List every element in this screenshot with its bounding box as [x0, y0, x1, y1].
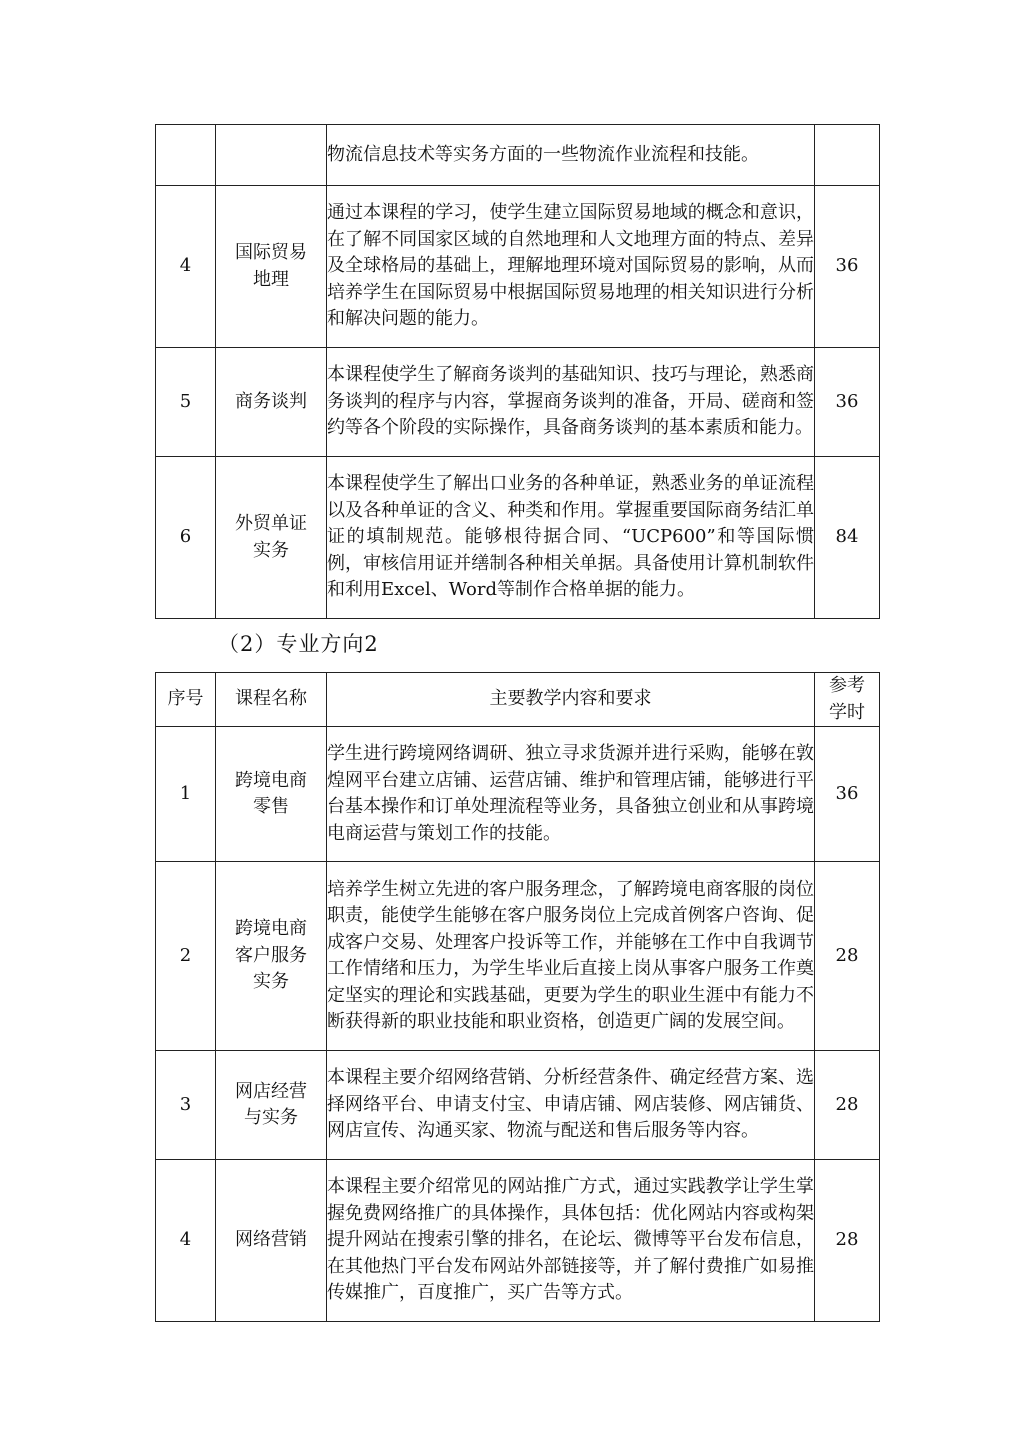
- course-name-line: 网店经营: [235, 1080, 307, 1102]
- course-name: [216, 125, 327, 186]
- course-table-1: [155, 124, 880, 619]
- course-name: [216, 1160, 327, 1322]
- course-name: [216, 186, 327, 348]
- course-number: 2: [156, 862, 216, 1051]
- section-heading: （2）专业方向2: [218, 632, 379, 656]
- column-header-number: 序号: [156, 673, 216, 727]
- course-name-line: 实务: [253, 971, 289, 993]
- course-description: 培养学生树立先进的客户服务理念，了解跨境电商客服的岗位职责，能使学生能够在客户服务岗位上完成首例客户咨询、促成客户交易、处理客户投诉等工作，并能够在工作中自我调节工作情绪和压力，为学生毕业后直接上岗从事客户服务工作奠定坚实的理论和实践基础，更要为学生的职业生涯中有能力不断获得新的职业技能和职业资格，创造更广阔的发展空间。: [327, 862, 815, 1051]
- table-row: [156, 1160, 880, 1322]
- course-name-line: 实务: [253, 539, 289, 561]
- course-number: 5: [156, 348, 216, 457]
- table-row: [156, 862, 880, 1051]
- table-row: [156, 457, 880, 619]
- course-description: 本课程主要介绍网络营销、分析经营条件、确定经营方案、选择网络平台、申请支付宝、申请店铺、网店装修、网店铺货、网店宣传、沟通买家、物流与配送和售后服务等内容。: [327, 1051, 815, 1160]
- course-name: [216, 348, 327, 457]
- course-description: 物流信息技术等实务方面的一些物流作业流程和技能。: [327, 125, 815, 186]
- course-number: 6: [156, 457, 216, 619]
- column-header-hours: [815, 673, 880, 727]
- course-name: [216, 862, 327, 1051]
- course-number: 4: [156, 1160, 216, 1322]
- course-number: [156, 125, 216, 186]
- course-description: 本课程使学生了解商务谈判的基础知识、技巧与理论，熟悉商务谈判的程序与内容，掌握商务谈判的准备，开局、磋商和签约等各个阶段的实际操作，具备商务谈判的基本素质和能力。: [327, 348, 815, 457]
- course-hours: [815, 125, 880, 186]
- course-name-line: 国际贸易: [235, 242, 307, 263]
- column-header-name: 课程名称: [216, 673, 327, 727]
- course-number: 1: [156, 727, 216, 862]
- course-name-line: 网络营销: [235, 1229, 307, 1251]
- column-header-description: 主要教学内容和要求: [327, 673, 815, 727]
- course-name-line: 零售: [253, 796, 289, 817]
- course-name-line: 外贸单证: [235, 513, 307, 534]
- course-name-line: 跨境电商: [235, 769, 307, 791]
- table-row: [156, 125, 880, 186]
- table-row: [156, 727, 880, 862]
- course-name-line: 商务谈判: [235, 390, 307, 412]
- course-number: 3: [156, 1051, 216, 1160]
- course-name: [216, 727, 327, 862]
- course-name-line: 地理: [253, 268, 289, 290]
- course-name-line: 客户服务: [235, 944, 307, 966]
- course-name-line: 与实务: [244, 1107, 298, 1128]
- course-name-line: 跨境电商: [235, 918, 307, 940]
- course-name: [216, 1051, 327, 1160]
- course-hours: 28: [815, 1160, 880, 1322]
- column-header-hours-line: 学时: [829, 701, 865, 723]
- table-header-row: [156, 673, 880, 727]
- table-row: [156, 186, 880, 348]
- course-hours: 84: [815, 457, 880, 619]
- course-hours: 36: [815, 348, 880, 457]
- course-hours: 28: [815, 1051, 880, 1160]
- table-row: [156, 1051, 880, 1160]
- course-description: 学生进行跨境网络调研、独立寻求货源并进行采购，能够在敦煌网平台建立店铺、运营店铺、维护和管理店铺，能够进行平台基本操作和订单处理流程等业务，具备独立创业和从事跨境电商运营与策划工作的技能。: [327, 727, 815, 862]
- course-hours: 36: [815, 186, 880, 348]
- course-hours: 28: [815, 862, 880, 1051]
- table-row: [156, 348, 880, 457]
- course-description: 本课程使学生了解出口业务的各种单证，熟悉业务的单证流程以及各种单证的含义、种类和作用。掌握重要国际商务结汇单证的填制规范。能够根待据合同、“UCP600”和等国际惯例，审核信用证并缮制各种相关单据。具备使用计算机制软件和利用Excel、Word等制作合格单据的能力。: [327, 457, 815, 619]
- course-description: 通过本课程的学习，使学生建立国际贸易地域的概念和意识，在了解不同国家区域的自然地理和人文地理方面的特点、差异及全球格局的基础上，理解地理环境对国际贸易的影响，从而培养学生在国际贸易中根据国际贸易地理的相关知识进行分析和解决问题的能力。: [327, 186, 815, 348]
- column-header-hours-line: 参考: [829, 675, 865, 696]
- course-description: 本课程主要介绍常见的网站推广方式，通过实践教学让学生掌握免费网络推广的具体操作，具体包括：优化网站内容或构架提升网站在搜索引擎的排名，在论坛、微博等平台发布信息，在其他热门平台发布网站外部链接等，并了解付费推广如易推传媒推广，百度推广，买广告等方式。: [327, 1160, 815, 1322]
- course-name: [216, 457, 327, 619]
- course-hours: 36: [815, 727, 880, 862]
- course-number: 4: [156, 186, 216, 348]
- course-table-2: [155, 672, 880, 1322]
